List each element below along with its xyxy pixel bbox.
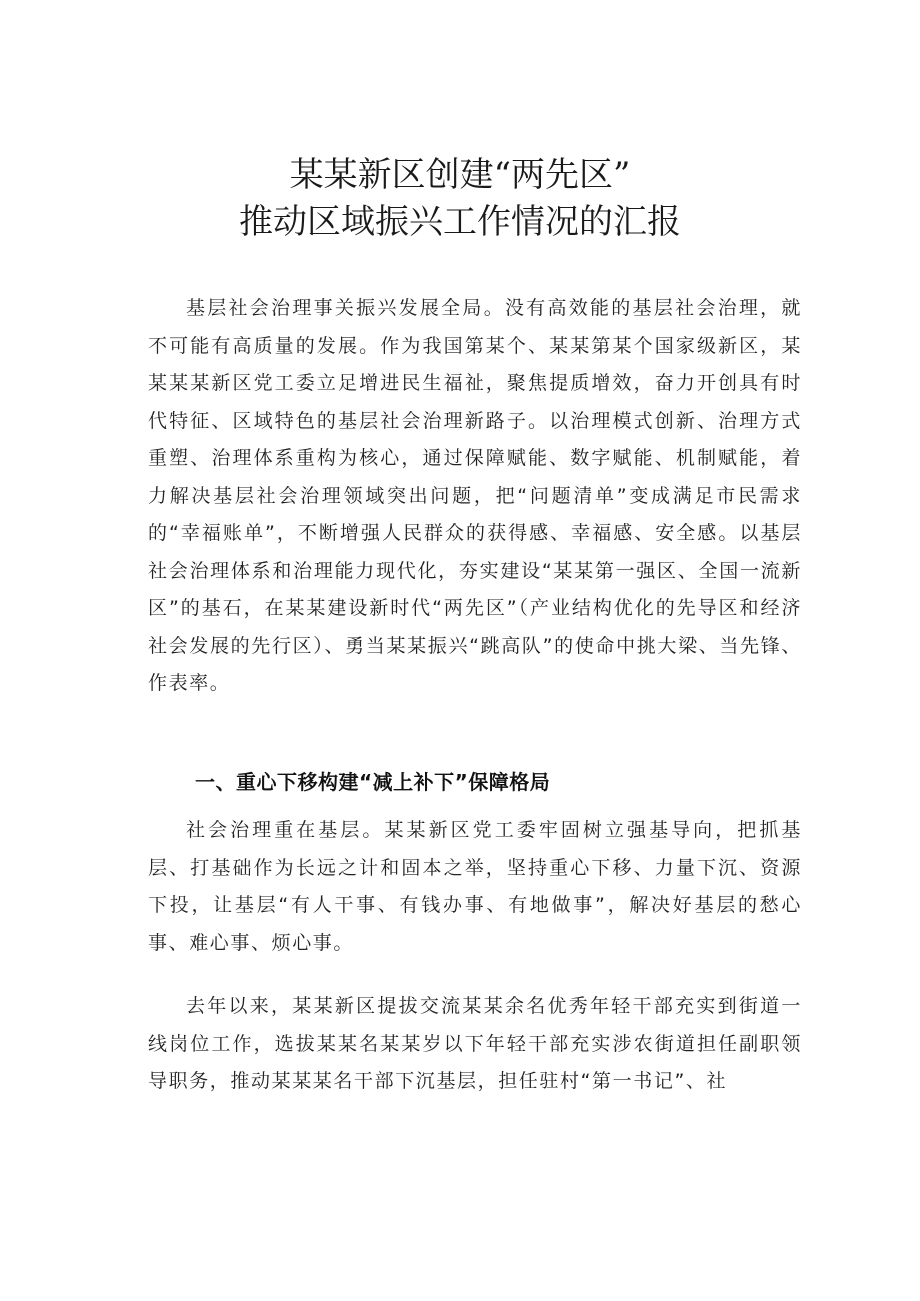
section1-heading: 一、重心下移构建“减上补下”保障格局 [195, 770, 551, 794]
intro-paragraph: 基层社会治理事关振兴发展全局。没有高效能的基层社会治理，就不可能有高质量的发展。作为我国第某个、某某第某个国家级新区，某某某某新区党工委立足增进民生福祉，聚焦提质增效，奋力开创具有时代特征、区域特色的基层社会治理新路子。以治理模式创新、治理方式重塑、治理体系重构为核心，通过保障赋能、数字赋能、机制赋能，着力解决基层社会治理领域突出问题，把“问题清单”变成满足市民需求的“幸福账单”，不断增强人民群众的获得感、幸福感、安全感。以基层社会治理体系和治理能力现代化，夯实建设“某某第一强区、全国一流新区”的基石，在某某建设新时代“两先区”（产业结构优化的先导区和经济社会发展的先行区）、勇当某某振兴“跳高队”的使命中挑大梁、当先锋、作表率。 [148, 297, 802, 694]
section1-paragraph-1: 社会治理重在基层。某某新区党工委牢固树立强基导向，把抓基层、打基础作为长远之计和固本之举，坚持重心下移、力量下沉、资源下投，让基层“有人干事、有钱办事、有地做事”，解决好基层的愁心事、难心事、烦心事。 [148, 819, 802, 954]
document-title-line2: 推动区域振兴工作情况的汇报 [239, 202, 681, 242]
document-title-line1: 某某新区创建“两先区” [289, 155, 631, 195]
section1-paragraph-2: 去年以来，某某新区提拔交流某某余名优秀年轻干部充实到街道一线岗位工作，选拔某某名某某岁以下年轻干部充实涉农街道担任副职领导职务，推动某某某名干部下沉基层，担任驻村“第一书记”、社 [148, 995, 802, 1092]
